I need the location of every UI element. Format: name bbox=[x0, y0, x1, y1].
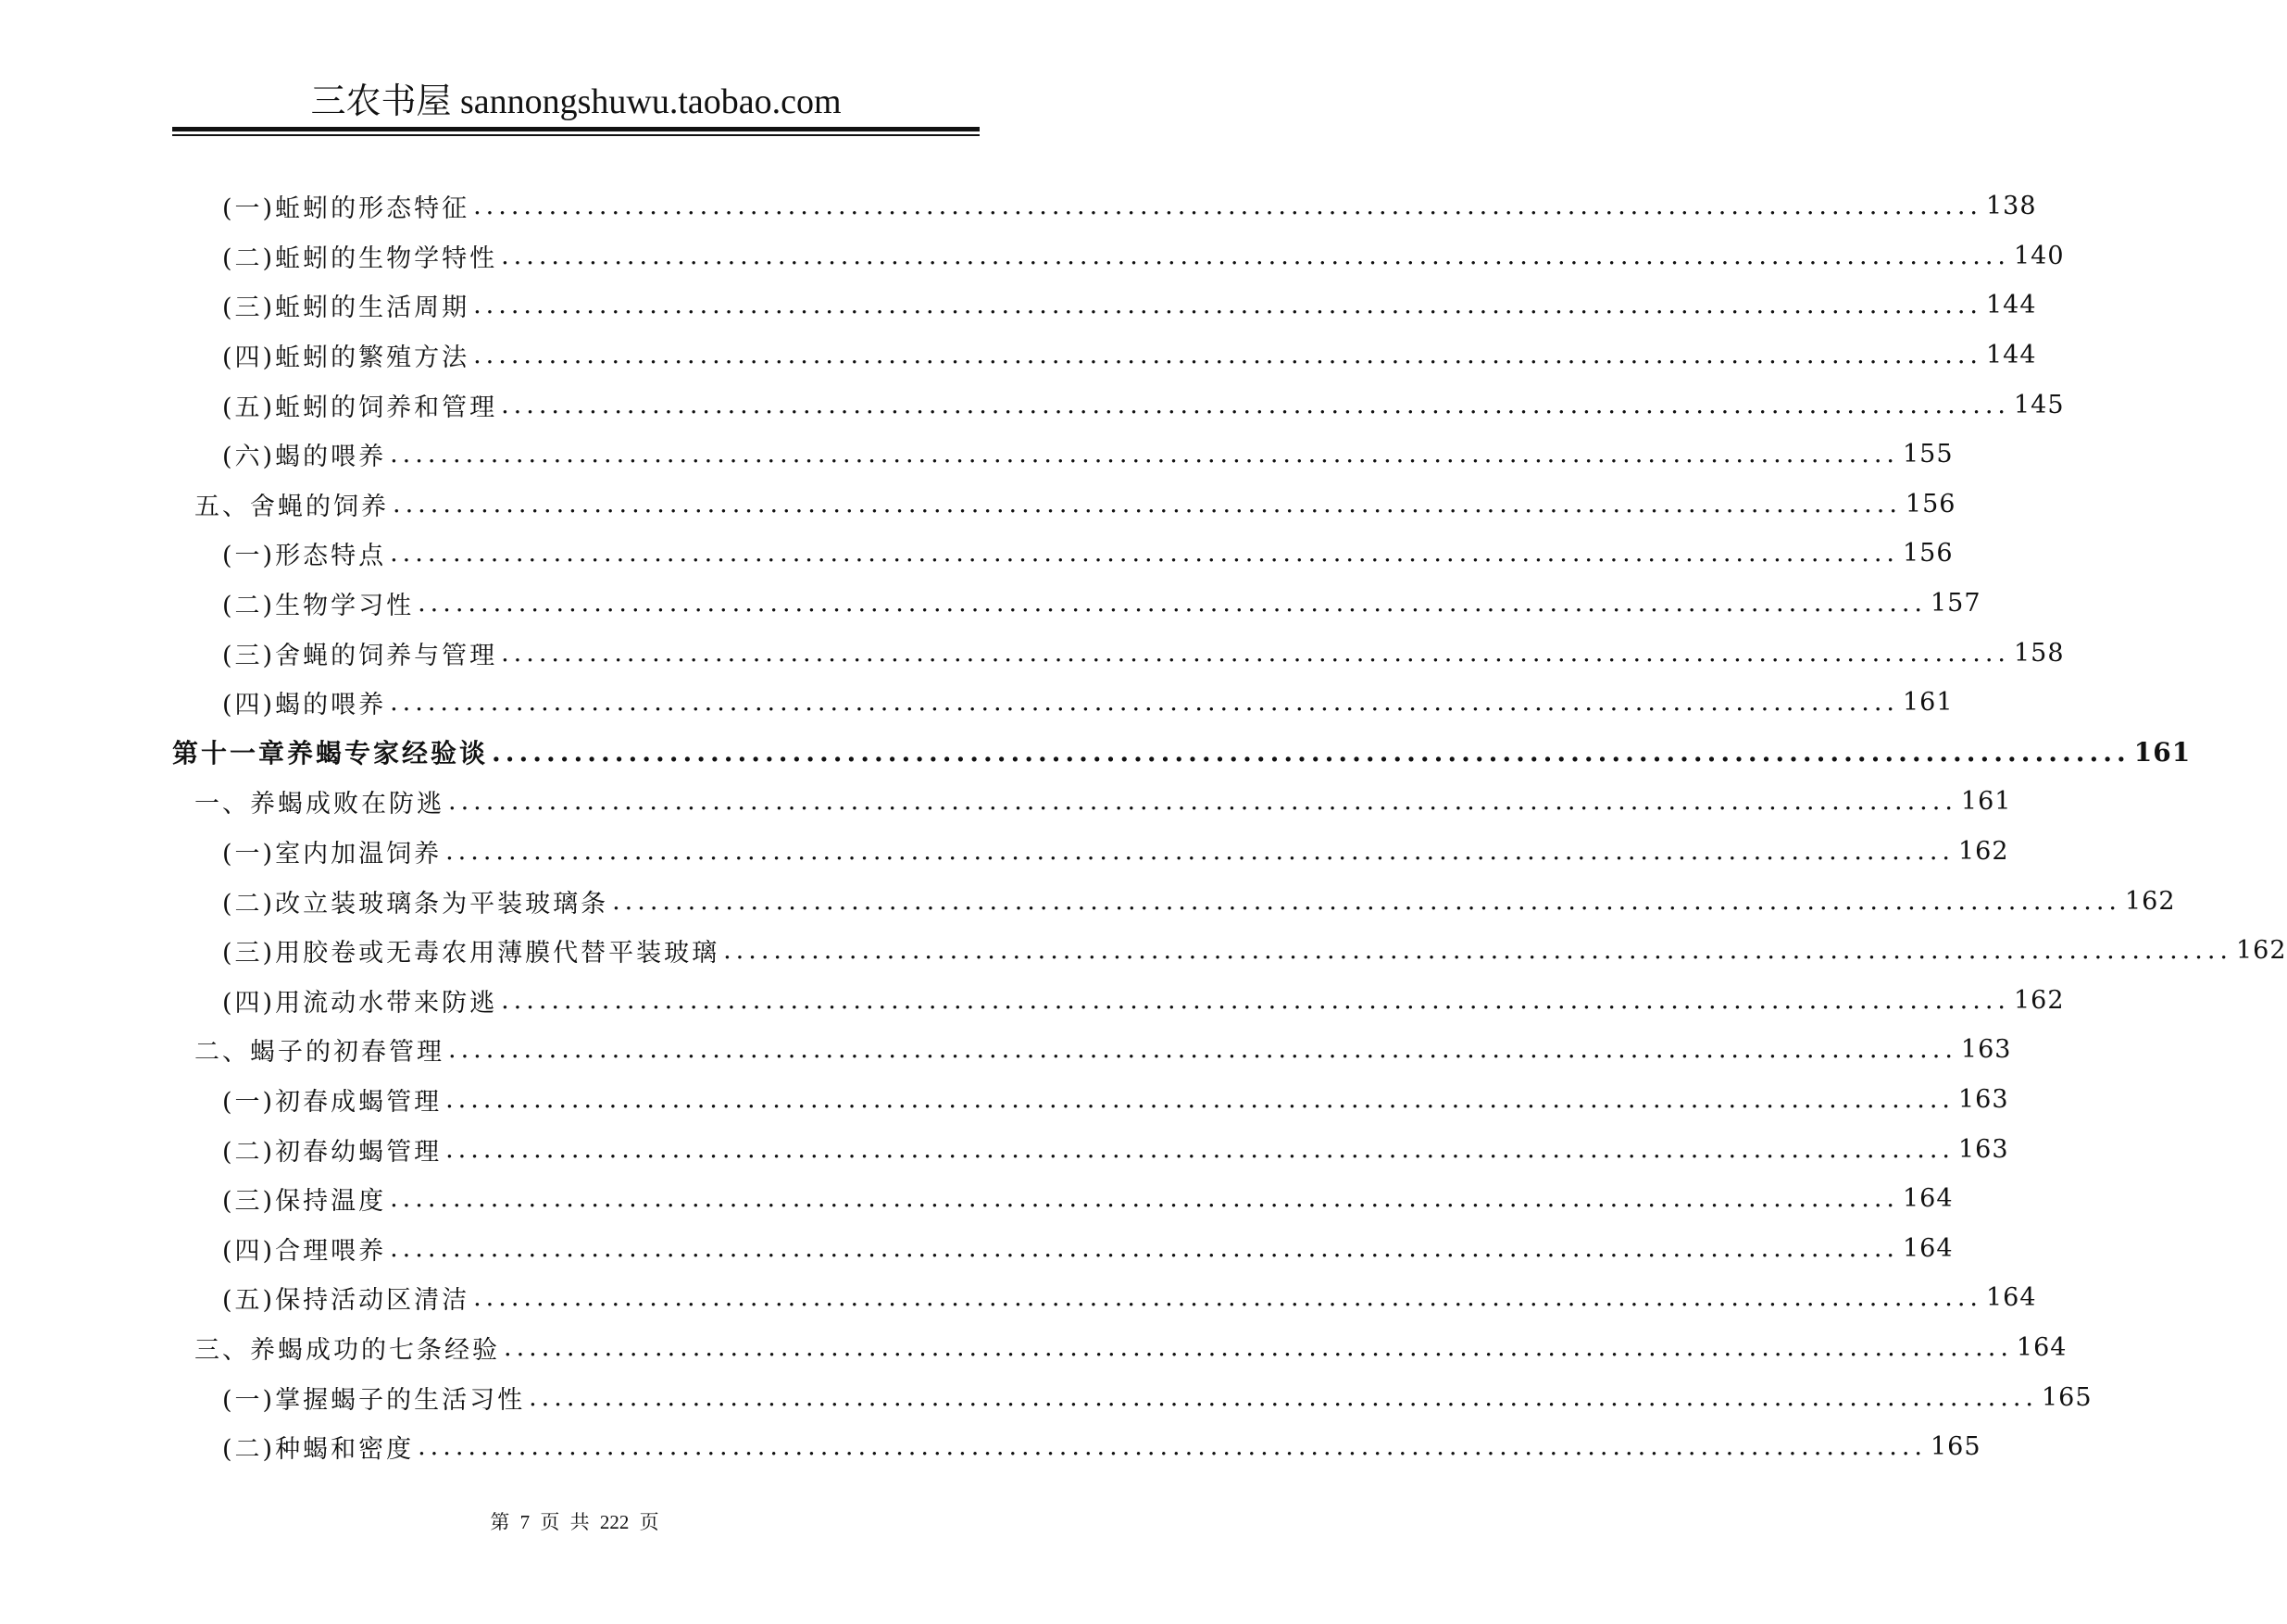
toc-entry[interactable] bbox=[172, 480, 1956, 530]
toc-entry[interactable] bbox=[172, 1372, 2093, 1422]
toc-entry[interactable] bbox=[172, 231, 2065, 281]
toc-entry-title: (二)生物学习性 bbox=[222, 592, 415, 621]
toc-dot-leader: ........................................................................................................................ bbox=[393, 489, 1902, 518]
toc-dot-leader: ........................................................................................................................ bbox=[445, 1134, 1955, 1164]
toc-entry[interactable] bbox=[172, 728, 2192, 778]
toc-dot-leader: ........................................................................................................................ bbox=[501, 638, 2010, 668]
toc-dot-leader: ........................................................................................................................ bbox=[390, 1233, 1899, 1263]
toc-entry-page-number: 163 bbox=[1957, 1084, 2009, 1114]
toc-entry-title: 三、养蝎成功的七条经验 bbox=[194, 1335, 500, 1365]
toc-entry[interactable] bbox=[172, 1223, 1954, 1273]
toc-dot-leader: ........................................................................................................................ bbox=[448, 787, 1957, 817]
toc-dot-leader: ........................................................................................................................ bbox=[473, 341, 1982, 370]
toc-entry-page-number: 140 bbox=[2013, 241, 2065, 270]
toc-entry-title: 二、蝎子的初春管理 bbox=[194, 1038, 444, 1068]
toc-entry-page-number: 144 bbox=[1985, 291, 2037, 320]
toc-dot-leader: ........................................................................................................................ bbox=[612, 886, 2121, 916]
toc-dot-leader: ........................................................................................................................ bbox=[501, 985, 2010, 1015]
toc-dot-leader: ........................................................................................................................ bbox=[418, 589, 1927, 618]
toc-entry-page-number: 164 bbox=[2016, 1332, 2068, 1362]
toc-entry-page-number: 163 bbox=[1957, 1134, 2009, 1164]
toc-entry-title: (四)蚯蚓的繁殖方法 bbox=[222, 344, 470, 373]
toc-entry-page-number: 144 bbox=[1985, 341, 2037, 370]
toc-entry-title: 第十一章养蝎专家经验谈 bbox=[172, 738, 489, 769]
toc-dot-leader: ........................................................................................................................ bbox=[473, 192, 1982, 221]
toc-entry-page-number: 155 bbox=[1902, 440, 1954, 469]
toc-entry-title: (一)形态特点 bbox=[222, 542, 387, 571]
toc-entry[interactable] bbox=[172, 1075, 2009, 1125]
page-header-title: 三农书屋 sannongshuwu.taobao.com bbox=[310, 82, 842, 121]
toc-dot-leader: ........................................................................................................................ bbox=[390, 688, 1899, 718]
toc-entry[interactable] bbox=[172, 1273, 2037, 1323]
page-footer: 第 7 页 共 222 页 bbox=[490, 1511, 659, 1533]
toc-entry[interactable] bbox=[172, 1124, 2009, 1174]
toc-dot-leader: ........................................................................................................................ bbox=[473, 1283, 1982, 1313]
toc-dot-leader: ........................................................................................................................ bbox=[501, 390, 2010, 419]
toc-entry-title: 一、养蝎成败在防逃 bbox=[194, 790, 444, 819]
toc-dot-leader: ........................................................................................................................ bbox=[418, 1432, 1927, 1462]
toc-entry-page-number: 161 bbox=[1960, 787, 2012, 817]
toc-entry-title: (二)蚯蚓的生物学特性 bbox=[222, 244, 498, 273]
toc-entry-page-number: 165 bbox=[2041, 1382, 2093, 1412]
toc-entry-title: (四)用流动水带来防逃 bbox=[222, 988, 498, 1018]
toc-entry[interactable] bbox=[172, 430, 1954, 480]
toc-entry-title: (二)种蝎和密度 bbox=[222, 1435, 415, 1465]
toc-entry-page-number: 145 bbox=[2013, 390, 2065, 419]
toc-entry-page-number: 162 bbox=[2124, 886, 2176, 916]
toc-entry-page-number: 164 bbox=[1985, 1283, 2037, 1313]
toc-entry-title: (一)初春成蝎管理 bbox=[222, 1087, 443, 1117]
toc-dot-leader: ........................................................................................................................ bbox=[448, 1035, 1957, 1065]
toc-entry[interactable] bbox=[172, 876, 2176, 926]
toc-entry-title: (三)用胶卷或无毒农用薄膜代替平装玻璃 bbox=[222, 939, 720, 968]
toc-entry[interactable] bbox=[172, 628, 2065, 678]
toc-entry-title: (二)改立装玻璃条为平装玻璃条 bbox=[222, 889, 609, 918]
toc-entry-title: (六)蝎的喂养 bbox=[222, 443, 387, 472]
toc-dot-leader: ........................................................................................................................ bbox=[501, 241, 2010, 270]
toc-entry[interactable] bbox=[172, 1422, 1981, 1472]
toc-dot-leader: ........................................................................................................................ bbox=[504, 1332, 2013, 1362]
toc-entry[interactable] bbox=[172, 678, 1954, 728]
toc-entry-page-number: 162 bbox=[2013, 985, 2065, 1015]
toc-entry[interactable] bbox=[172, 1174, 1954, 1224]
toc-dot-leader: ........................................................................................................................ bbox=[445, 837, 1955, 867]
toc-entry-page-number: 158 bbox=[2013, 638, 2065, 668]
toc-dot-leader: ........................................................................................................................ bbox=[723, 936, 2232, 966]
toc-entry[interactable] bbox=[172, 926, 2287, 976]
header-rule-thick bbox=[172, 127, 980, 131]
toc-entry[interactable] bbox=[172, 976, 2065, 1026]
toc-dot-leader: ........................................................................................................................ bbox=[390, 1184, 1899, 1214]
toc-entry-page-number: 165 bbox=[1930, 1432, 1981, 1462]
toc-entry-page-number: 161 bbox=[1902, 688, 1954, 718]
toc-dot-leader: ........................................................................................................................ bbox=[390, 440, 1899, 469]
toc-dot-leader: ........................................................................................................................ bbox=[529, 1382, 2038, 1412]
toc-entry-title: (三)舍蝇的饲养与管理 bbox=[222, 641, 498, 670]
toc-entry-title: 五、舍蝇的饲养 bbox=[194, 492, 389, 521]
table-of-contents bbox=[172, 181, 2287, 1471]
toc-entry-title: (五)蚯蚓的饲养和管理 bbox=[222, 393, 498, 422]
toc-entry[interactable] bbox=[172, 1323, 2068, 1373]
toc-entry-title: (五)保持活动区清洁 bbox=[222, 1286, 470, 1316]
toc-entry-page-number: 156 bbox=[1905, 489, 1956, 518]
toc-dot-leader: ........................................................................................................................ bbox=[390, 539, 1899, 568]
toc-entry[interactable] bbox=[172, 181, 2037, 231]
toc-entry-page-number: 164 bbox=[1902, 1184, 1954, 1214]
toc-entry-page-number: 138 bbox=[1985, 192, 2037, 221]
toc-entry[interactable] bbox=[172, 579, 1981, 629]
toc-entry[interactable] bbox=[172, 380, 2065, 430]
toc-entry-title: (一)蚯蚓的形态特征 bbox=[222, 194, 470, 224]
toc-entry-title: (三)保持温度 bbox=[222, 1187, 387, 1217]
toc-entry-title: (三)蚯蚓的生活周期 bbox=[222, 294, 470, 323]
header-rule-thin bbox=[172, 134, 980, 136]
toc-entry-page-number: 156 bbox=[1902, 539, 1954, 568]
toc-entry-title: (一)掌握蝎子的生活习性 bbox=[222, 1385, 526, 1415]
toc-entry[interactable] bbox=[172, 331, 2037, 381]
toc-entry-page-number: 164 bbox=[1902, 1233, 1954, 1263]
toc-entry[interactable] bbox=[172, 281, 2037, 331]
toc-entry-page-number: 162 bbox=[2235, 936, 2287, 966]
toc-entry-title: (二)初春幼蝎管理 bbox=[222, 1137, 443, 1167]
toc-entry-title: (一)室内加温饲养 bbox=[222, 840, 443, 869]
toc-entry-page-number: 157 bbox=[1930, 589, 1981, 618]
toc-entry-title: (四)蝎的喂养 bbox=[222, 691, 387, 720]
toc-entry[interactable] bbox=[172, 1025, 2012, 1075]
toc-dot-leader: ........................................................................................................................ bbox=[492, 736, 2131, 768]
toc-entry-page-number: 162 bbox=[1957, 837, 2009, 867]
toc-entry[interactable] bbox=[172, 777, 2012, 827]
toc-dot-leader: ........................................................................................................................ bbox=[473, 291, 1982, 320]
toc-entry-page-number: 163 bbox=[1960, 1035, 2012, 1065]
toc-entry-title: (四)合理喂养 bbox=[222, 1236, 387, 1266]
toc-dot-leader: ........................................................................................................................ bbox=[445, 1084, 1955, 1114]
toc-entry[interactable] bbox=[172, 827, 2009, 877]
toc-entry[interactable] bbox=[172, 529, 1954, 579]
toc-entry-page-number: 161 bbox=[2133, 736, 2192, 768]
